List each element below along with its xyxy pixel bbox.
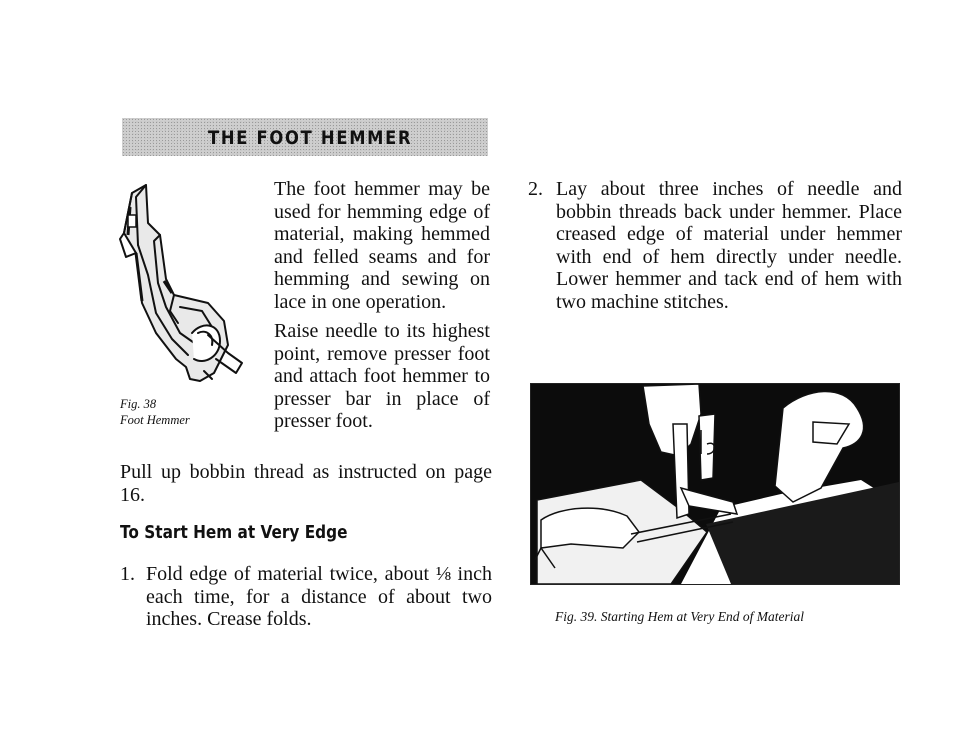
step-1	[120, 563, 492, 631]
step-number: 1.	[120, 563, 135, 585]
step-text: Fold edge of material twice, about ⅛ inch each time, for a distance of about two inches. Crease folds.	[146, 563, 492, 630]
intro-text	[274, 178, 490, 433]
step-text: Lay about three inches of needle and bobbin threads back under hemmer. Place creased edge of material under hemmer with end of hem directly under needle. Lower hemmer and tack end of hem with two machine stitches.	[556, 178, 902, 313]
figure-38-number: Fig. 38	[120, 397, 157, 411]
step-number: 2.	[528, 178, 543, 200]
figure-38-title: Foot Hemmer	[120, 413, 190, 427]
page-title: THE FOOT HEMMER	[208, 127, 413, 149]
step-2	[528, 178, 902, 313]
attach-hemmer-paragraph: Raise needle to its highest point, remove presser foot and attach foot hemmer to presser bar in place of presser foot.	[274, 320, 490, 432]
foot-hemmer-illustration	[116, 183, 266, 385]
section-heading: To Start Hem at Very Edge	[120, 522, 348, 543]
starting-hem-illustration	[530, 383, 900, 585]
intro-paragraph: The foot hemmer may be used for hemming edge of material, making hemmed and felled seams and for hemming and sewing on lace in one operation.	[274, 178, 490, 313]
figure-38-caption	[120, 396, 190, 428]
figure-39-caption: Fig. 39. Starting Hem at Very End of Material	[555, 609, 804, 624]
bobbin-instruction: Pull up bobbin thread as instructed on page 16.	[120, 461, 492, 506]
